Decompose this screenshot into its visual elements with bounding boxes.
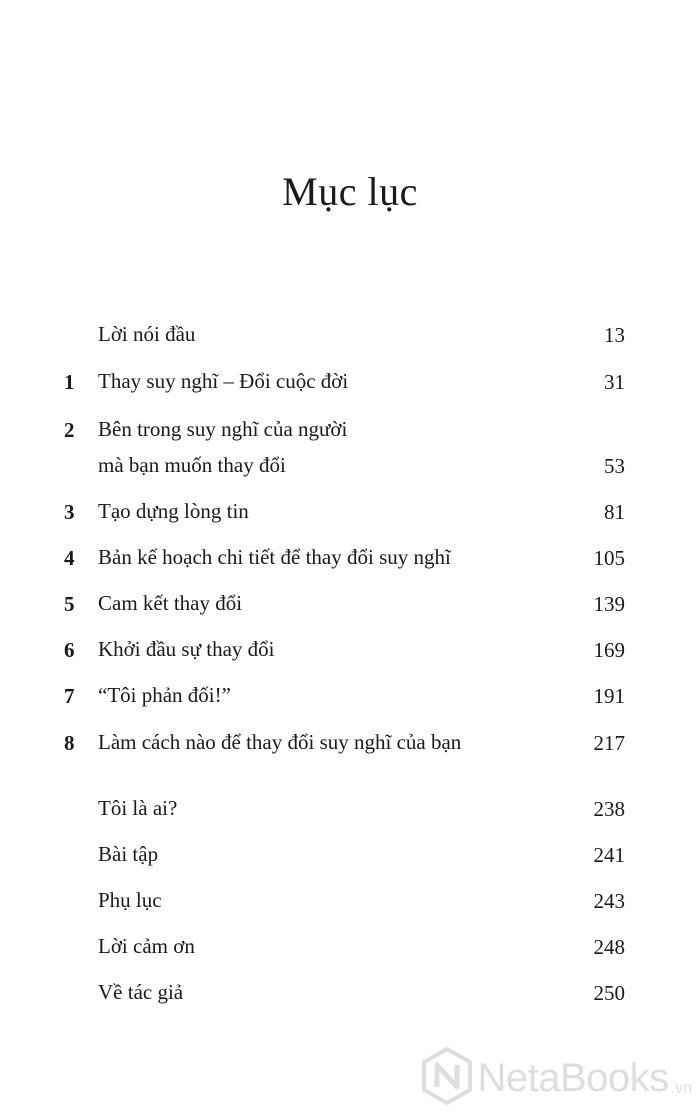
entry-title xyxy=(98,585,242,621)
entry-title xyxy=(98,928,195,964)
chapter-number: 8 xyxy=(64,731,75,755)
entry-title-line: Tạo dựng lòng tin xyxy=(98,499,249,523)
netabooks-logo-icon xyxy=(421,1047,473,1110)
chapter-number: 4 xyxy=(64,546,75,570)
entry-title-line: Bài tập xyxy=(98,842,159,866)
page-number: 217 xyxy=(593,731,625,755)
entry-title-line: Về tác giả xyxy=(98,980,184,1004)
page-number: 250 xyxy=(593,981,625,1005)
page-number: 191 xyxy=(593,684,625,708)
entry-title-line: Bên trong suy nghĩ của người xyxy=(98,417,348,441)
entry-title-line: mà bạn muốn thay đổi xyxy=(98,453,286,477)
chapter-number: 6 xyxy=(64,638,75,662)
page-number: 169 xyxy=(593,638,625,662)
entry-title-line: Phụ lục xyxy=(98,888,162,912)
page-number: 31 xyxy=(604,370,625,394)
entry-title xyxy=(98,724,461,760)
entry-title-line: Lời nói đầu xyxy=(98,322,196,346)
entry-title xyxy=(98,790,177,826)
entry-title xyxy=(98,974,183,1010)
entry-title-line: Khởi đầu sự thay đổi xyxy=(98,637,275,661)
page-number: 139 xyxy=(593,592,625,616)
chapter-number: 5 xyxy=(64,592,75,616)
entry-title xyxy=(98,882,162,918)
entry-title xyxy=(98,539,451,575)
entry-title xyxy=(98,836,158,872)
chapter-number: 3 xyxy=(64,500,75,524)
entry-title xyxy=(98,631,274,667)
page-number: 241 xyxy=(593,843,625,867)
watermark-suffix: .vn xyxy=(670,1080,692,1097)
page-number: 238 xyxy=(593,797,625,821)
page-number: 53 xyxy=(604,454,625,478)
entry-title-line: Thay suy nghĩ – Đổi cuộc đời xyxy=(98,369,349,393)
entry-title-line: Làm cách nào để thay đổi suy nghĩ của bạn xyxy=(98,730,462,754)
entry-title xyxy=(98,677,231,713)
entry-title-line: Lời cảm ơn xyxy=(98,934,195,958)
page-number: 105 xyxy=(593,546,625,570)
chapter-number: 2 xyxy=(64,418,75,442)
entry-title xyxy=(98,493,249,529)
page-number: 243 xyxy=(593,889,625,913)
page-number: 248 xyxy=(593,935,625,959)
chapter-number: 1 xyxy=(64,370,75,394)
entry-title xyxy=(98,411,347,483)
page-number: 81 xyxy=(604,500,625,524)
entry-title xyxy=(98,363,348,399)
entry-title-line: Bản kế hoạch chi tiết để thay đổi suy nghĩ xyxy=(98,545,451,569)
watermark-text: NetaBooks xyxy=(477,1055,669,1100)
entry-title-line: “Tôi phản đối!” xyxy=(98,683,231,707)
entry-title-line: Tôi là ai? xyxy=(98,796,178,820)
chapter-number: 7 xyxy=(64,684,75,708)
page-number: 13 xyxy=(604,323,625,347)
entry-title-line: Cam kết thay đổi xyxy=(98,591,243,615)
entry-title xyxy=(98,316,195,352)
page-title: Mục lục xyxy=(282,169,418,214)
netabooks-watermark xyxy=(421,1048,692,1108)
